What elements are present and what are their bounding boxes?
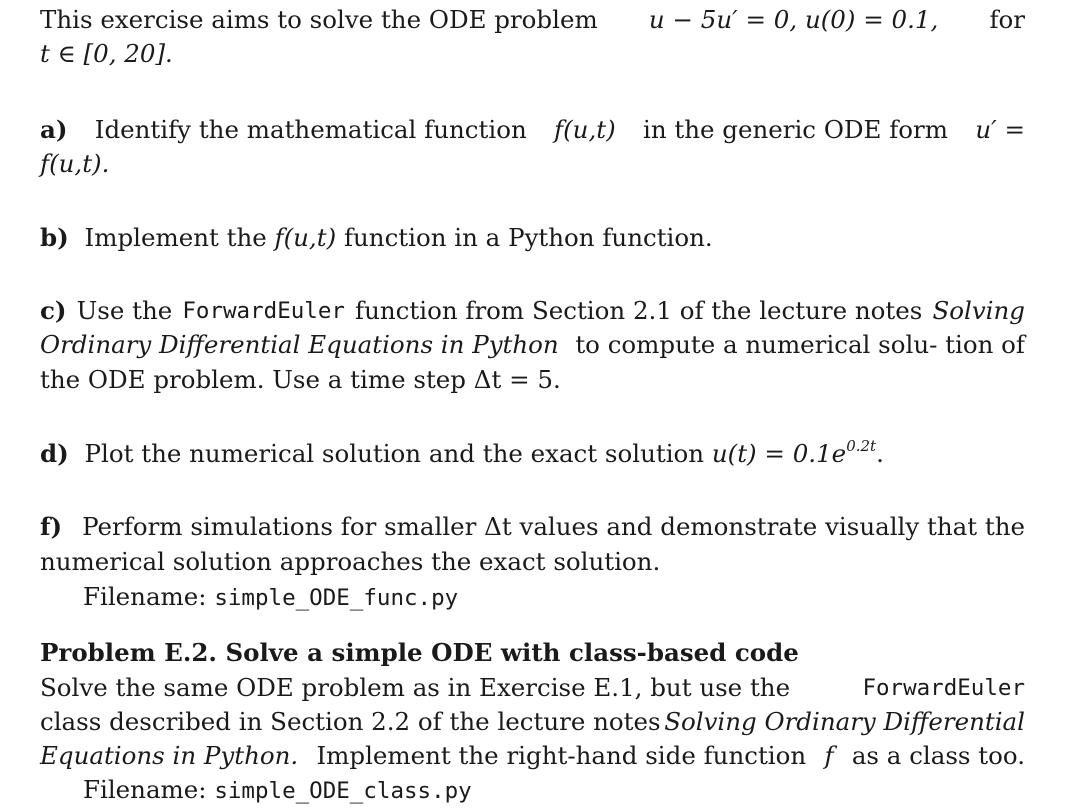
part-b-text: Implement the	[84, 223, 267, 252]
problem-title-1: Solving Ordinary Differential	[664, 707, 1025, 736]
intro-text: This exercise aims to solve the ODE problem	[40, 5, 598, 34]
part-a-form: u′ =	[975, 115, 1025, 144]
problem-code: ForwardEuler	[862, 675, 1025, 701]
part-f-text: Perform simulations for smaller Δt values and demonstrate visually that the	[82, 512, 1025, 541]
part-a-label: a)	[40, 115, 68, 144]
problem-line-3	[40, 739, 1025, 773]
part-b-label: b)	[40, 223, 69, 252]
part-d-period: .	[876, 439, 884, 468]
part-d-exponent: 0.2t	[846, 437, 877, 455]
part-c-code: ForwardEuler	[182, 298, 345, 324]
problem-heading: Problem E.2. Solve a simple ODE with class-based code	[40, 638, 799, 667]
intro-equation: u − 5u′ = 0, u(0) = 0.1,	[648, 5, 939, 34]
problem-text-3: Implement the right-hand side function	[316, 741, 807, 770]
part-c-text: Use the	[76, 296, 173, 325]
part-a-text: Identify the mathematical function	[94, 115, 527, 144]
part-a-text-2: in the generic ODE form	[642, 115, 948, 144]
intro-domain: t ∈ [0, 20].	[40, 39, 173, 68]
filename-value: simple_ODE_func.py	[214, 585, 459, 611]
problem-text-2: class described in Section 2.2 of the lecture notes	[40, 707, 661, 736]
part-b	[40, 221, 713, 255]
part-d-text: Plot the numerical solution and the exact solution	[84, 439, 705, 468]
intro-for: for	[989, 5, 1025, 34]
part-d-label: d)	[40, 439, 69, 468]
part-c-line-3: the ODE problem. Use a time step Δt = 5.	[40, 365, 561, 394]
problem-line-1	[40, 671, 1025, 705]
part-f-filename	[83, 580, 458, 615]
part-a-line-1	[40, 113, 1025, 147]
problem-text-4: as a class too.	[851, 741, 1025, 770]
part-c-title-2: Ordinary Differential Equations in Python	[40, 330, 559, 359]
problem-text: Solve the same ODE problem as in Exercise E.1, but use the	[40, 673, 791, 702]
part-b-function: f(u,t)	[274, 223, 337, 252]
part-c-title-1: Solving	[932, 296, 1025, 325]
filename-label: Filename:	[83, 775, 207, 804]
filename-label: Filename:	[83, 582, 207, 611]
part-d-exact: u(t) = 0.1e	[711, 439, 847, 468]
problem-function: f	[824, 741, 834, 770]
part-c-text-2: function from Section 2.1 of the lecture notes	[355, 296, 923, 325]
part-f-label: f)	[40, 512, 63, 541]
filename-value: simple_ODE_class.py	[214, 778, 472, 804]
part-f-line-2: numerical solution approaches the exact solution.	[40, 547, 661, 576]
part-c-line-2	[40, 328, 1025, 362]
problem-filename	[83, 773, 472, 808]
part-f-line-1	[40, 510, 1025, 544]
part-c-text-3: to compute a numerical solu- tion of	[575, 330, 1025, 359]
part-a-line-2: f(u,t).	[40, 149, 110, 178]
intro-line-1	[40, 3, 1025, 37]
problem-line-2	[40, 705, 1025, 739]
part-a-function: f(u,t)	[554, 115, 616, 144]
problem-title-2: Equations in Python.	[40, 741, 299, 770]
part-b-text-2: function in a Python function.	[343, 223, 713, 252]
part-c-line-1	[40, 294, 1025, 328]
part-c-label: c)	[40, 296, 67, 325]
part-d	[40, 437, 884, 474]
